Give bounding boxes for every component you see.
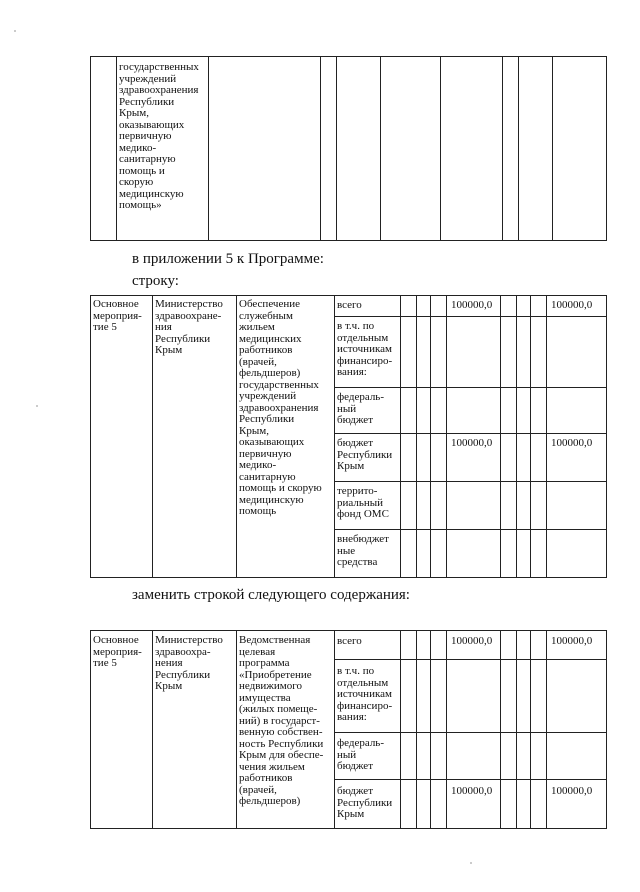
source-label: федераль- ный бюджет [337,391,384,426]
activity-cell: Основное мероприя- тие 5 [93,298,142,333]
amount-cell: 100000,0 [451,635,493,647]
scan-speck [470,862,472,864]
executor-cell: Министерство здравоохра- нения Республики Крым [155,634,223,692]
source-label: внебюджет ные средства [337,533,389,568]
scan-speck [36,405,38,407]
measure-name-cell: Обеспечение служебным жильем медицинских работников (врачей, фельдшеров) государственных учреждений здравоохранения Республики Крым, оказывающих первичную медико- санитарную помощь и скорую медицинскую помощь [239,298,322,517]
para-row: строку: [132,273,179,289]
amount-cell: 100000,0 [451,785,493,797]
executor-cell: Министерство здравоохране- ния Республики Крым [155,298,223,356]
source-label: в т.ч. по отдельным источникам финансиро- вания: [337,320,393,378]
source-label: террито- риальный фонд ОМС [337,485,389,520]
source-label: в т.ч. по отдельным источникам финансиро- вания: [337,665,393,723]
source-label: федераль- ный бюджет [337,737,384,772]
total-cell: 100000,0 [551,299,593,311]
para-appendix: в приложении 5 к Программе: [132,251,324,267]
source-label: бюджет Республики Крым [337,785,393,820]
para-replace: заменить строкой следующего содержания: [132,587,410,603]
activity-cell: Основное мероприя- тие 5 [93,634,142,669]
total-cell: 100000,0 [551,635,593,647]
source-label: всего [337,299,362,311]
fragment-name-cell: государственных учреждений здравоохранения Республики Крым, оказывающих первичную медико- санитарную помощь и скорую медицинскую помощь» [119,61,199,211]
amount-cell: 100000,0 [451,299,493,311]
total-cell: 100000,0 [551,437,593,449]
scan-speck [14,30,16,32]
source-label: бюджет Республики Крым [337,437,393,472]
source-label: всего [337,635,362,647]
amount-cell: 100000,0 [451,437,493,449]
total-cell: 100000,0 [551,785,593,797]
measure-name-cell: Ведомственная целевая программа «Приобретение недвижимого имущества (жилых помеще- ний) в государст- венную собствен- ность Республики Крым для обеспе- чения жильем работников (врачей, фельдшеров) [239,634,324,807]
